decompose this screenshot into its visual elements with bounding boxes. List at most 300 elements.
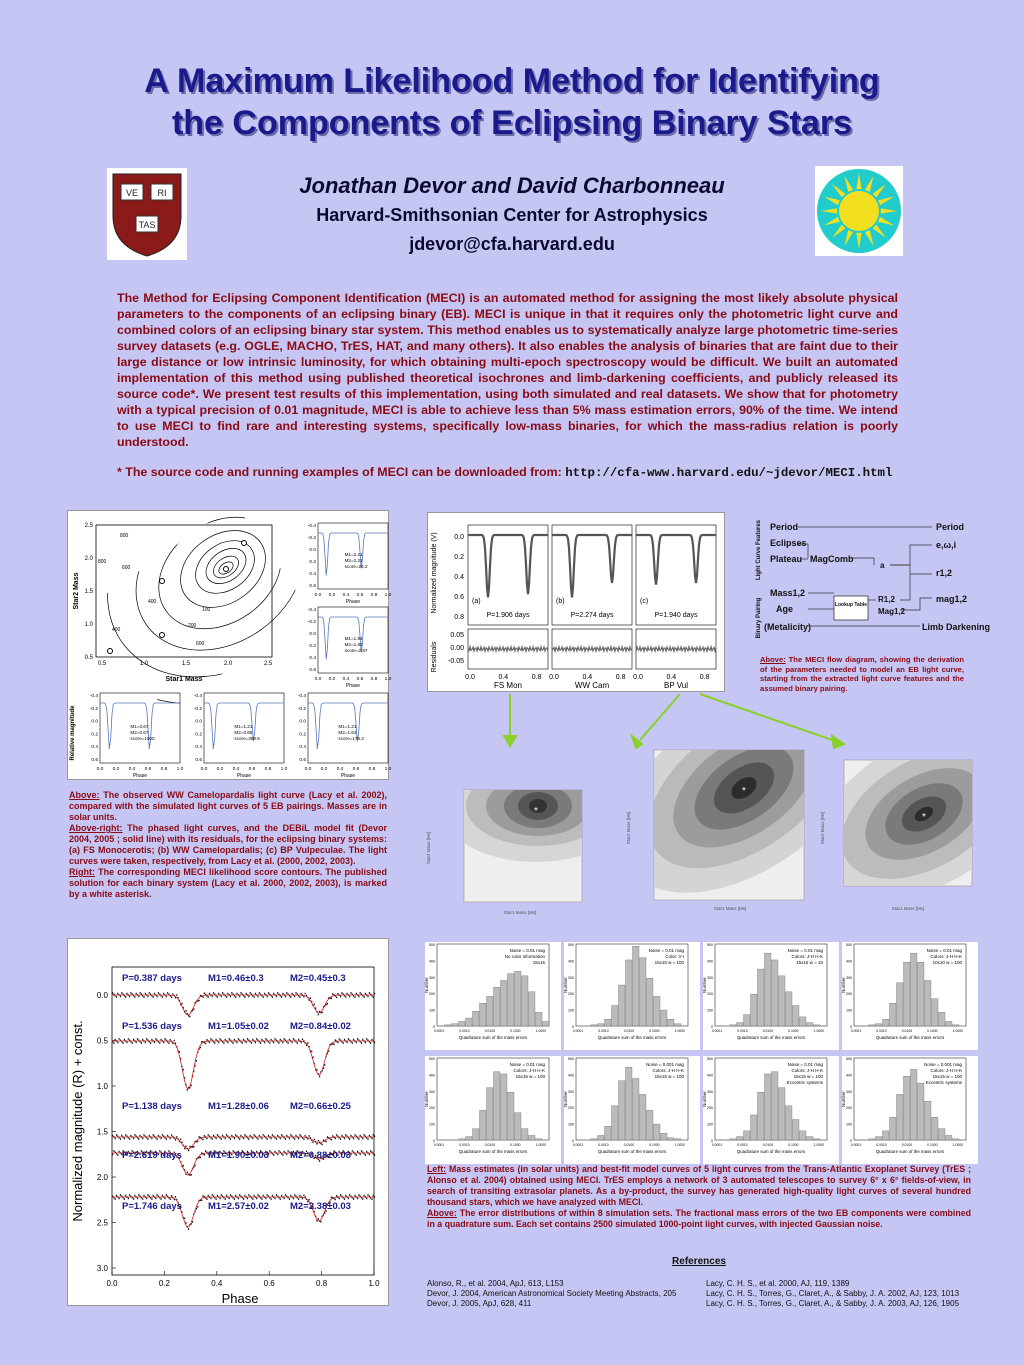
histograms-xticks-1: 0.0010 <box>598 1143 609 1147</box>
source-code-link[interactable]: http://cfa-www.harvard.edu/~jdevor/MECI.html <box>565 466 893 480</box>
references-right-1: Lacy, C. H. S., Torres, G., Claret, A., & Sabby, J. A. 2002, AJ, 123, 1013 <box>706 1289 960 1298</box>
histograms-yticks-0: 500 <box>429 1057 435 1061</box>
references-right-2: Lacy, C. H. S., Torres, G., Claret, A., & Sabby, J. A. 2003, AJ, 126, 1905 <box>706 1299 960 1308</box>
caption_left-above_label: Above: <box>69 790 100 800</box>
histograms-xticks-3: 0.1000 <box>927 1143 938 1147</box>
lightcurve_panel-systems-0-tag: (a) <box>472 598 481 605</box>
histograms-xlabel: Quadrature sum of the mass errors <box>458 1035 528 1040</box>
histogram-bar <box>508 1092 515 1140</box>
lightcurve_panel-systems-1-tag: (b) <box>556 598 565 605</box>
contour_panel-small_plots-1-label1: M1=1.94 <box>344 636 363 641</box>
histogram-bar <box>876 1137 883 1140</box>
contour_panel-mag_ticks-0: -0.4 <box>307 608 316 613</box>
contour_panel-phase_ticks-0: 0.0 <box>314 593 322 598</box>
tres_panel-curves-3-m1: M1=1.90±0.03 <box>208 1150 269 1161</box>
map1-ylabel: Star2 Mass [Ms] <box>426 831 431 865</box>
histograms-yticks-4: 100 <box>568 1008 574 1013</box>
tres_panel-curves-1-m1: M1=1.05±0.02 <box>208 1021 269 1032</box>
contour_panel-contour_labels-7: 800 <box>98 559 107 565</box>
histogram-4 <box>424 1056 561 1164</box>
contour_panel-yticks-0: 2.5 <box>84 523 93 529</box>
histogram-bar <box>466 1018 473 1026</box>
contour-map-wwcam <box>620 748 820 918</box>
contour_panel-mag_ticks-0: -0.4 <box>307 524 316 529</box>
histograms-xticks-4: 1.0000 <box>535 1143 547 1147</box>
histograms-xticks-0: 0.0001 <box>433 1029 445 1033</box>
histograms-ylabel: Number <box>424 977 429 993</box>
histograms-yticks-0: 500 <box>568 1057 574 1061</box>
affiliation: Harvard-Smithsonian Center for Astrophysics <box>316 205 708 225</box>
histograms-panels-5-l2: Colors: J-H H-K <box>652 1068 684 1073</box>
histogram-bar <box>800 1131 807 1140</box>
histograms-xticks-4: 1.0000 <box>952 1143 964 1147</box>
histogram-bar <box>536 1012 543 1026</box>
histograms-yticks-4: 100 <box>846 1122 852 1127</box>
lightcurve_panel-resid_ticks-2: -0.05 <box>448 658 464 665</box>
histograms-yticks-2: 300 <box>707 1089 713 1094</box>
histogram-bar <box>473 1011 480 1026</box>
histograms-yticks-5: 0 <box>711 1139 713 1143</box>
contour_panel-small_plots-3-label1: M1=1.21 <box>234 724 253 729</box>
contour_panel-mag_ticks-1: -0.2 <box>307 536 316 541</box>
histogram-bar <box>737 1023 744 1026</box>
histograms-panels-3-l3: 10x10 w = 100 <box>932 960 962 965</box>
contour_panel-phase_ticks-1: 0.2 <box>216 767 224 772</box>
contour_panel-phase_ticks-0: 0.0 <box>304 767 312 772</box>
caption_bottom-left_text: Mass estimates (in solar units) and best-fit model curves of 5 light curves from the Trans-Atlantic Exoplanet Survey (TrES ; Alonso et al. 2004) obtained using MECI. TrES employs a network of 3 automated telescopes to survey 6° x 6° fields-of-view, in search of transiting extrasolar planets. As a by-product, the survey has generated high-quality light curves of several hundred thousand stars, which we have analyzed with MECI. <box>427 1164 971 1207</box>
histograms-yticks-3: 200 <box>429 1106 435 1111</box>
contour_panel-mag_ticks-2: 0.0 <box>309 548 316 553</box>
histogram-bar <box>869 1139 876 1140</box>
histograms-panels-6-l1: Noise = 0.01 mag <box>787 1062 823 1067</box>
histogram-bar <box>807 1137 814 1140</box>
flow-group-pairing: Binary Pairing <box>756 597 762 639</box>
lightcurve_panel-xticks-1: 0.4 <box>498 674 509 681</box>
references-heading: References <box>672 1256 726 1267</box>
caption_bottom-above_label: Above: <box>427 1208 457 1218</box>
contour_panel-mag_ticks-4: 0.4 <box>91 745 98 751</box>
histogram-bar <box>814 1025 821 1026</box>
contour_panel-phase_ticks-2: 0.4 <box>342 593 350 598</box>
histograms-panels-6-l2: Colors: J-H H-K <box>791 1068 823 1073</box>
histogram-bar <box>786 1106 793 1140</box>
contour_panel-small_plots-2-label3: score=1000 <box>130 736 155 741</box>
histograms-xlabel: Quadrature sum of the mass errors <box>458 1149 528 1154</box>
sao-sun-logo <box>815 166 903 256</box>
map3-ylabel: Star2 Mass [Ms] <box>820 811 825 845</box>
histogram-bar <box>800 1017 807 1026</box>
histograms-xticks-3: 0.1000 <box>788 1029 799 1033</box>
contour_panel-phase_ticks-5: 1.0 <box>384 767 392 772</box>
histograms-yticks-5: 0 <box>850 1025 852 1029</box>
histogram-bar <box>605 1019 612 1026</box>
histogram-bar <box>939 1129 946 1140</box>
histograms-panels-0-l2: No color information <box>504 954 545 959</box>
histogram-5 <box>563 1056 700 1164</box>
histogram-bar <box>758 1092 765 1140</box>
histograms-xticks-4: 1.0000 <box>674 1143 686 1147</box>
title-line-2: the Components of Eclipsing Binary Stars <box>171 104 853 142</box>
histograms-yticks-2: 300 <box>846 1089 852 1094</box>
histograms-yticks-0: 500 <box>429 943 435 947</box>
contour_panel-phase_ticks-1: 0.2 <box>112 767 120 772</box>
contour_panel-phase_ticks-0: 0.0 <box>96 767 104 772</box>
histogram-bar <box>765 953 772 1026</box>
contour_panel-phase_ticks-2: 0.4 <box>128 767 136 772</box>
lightcurve_panel-yticks-0: 0.0 <box>454 534 464 541</box>
contour_panel-mag_ticks-3: 0.2 <box>299 732 306 738</box>
lightcurve_panel-yticks-3: 0.6 <box>454 594 464 601</box>
contour_panel-phase_ticks-3: 0.6 <box>352 767 360 772</box>
contour_panel-small_plots-4-label1: M1=1.21 <box>338 724 357 729</box>
flow-in-eclipses: Eclipses <box>770 538 807 548</box>
histogram-bar <box>626 960 633 1026</box>
tres_panel-curves-2-m2: M2=0.66±0.25 <box>290 1101 351 1112</box>
histogram-bar <box>494 1072 501 1140</box>
histograms-yticks-4: 100 <box>707 1122 713 1127</box>
histogram-2 <box>702 942 839 1050</box>
flow-mid-mag: Mag1,2 <box>878 607 906 616</box>
contour_panel-xticks-4: 2.5 <box>263 661 273 667</box>
map2-ylabel: Star2 Mass [Ms] <box>626 811 631 845</box>
histogram-bar <box>612 1006 619 1027</box>
histograms-ylabel: Number <box>424 1091 429 1107</box>
footnote-text: * The source code and running examples of MECI can be downloaded from: <box>117 465 562 479</box>
contour_panel-mag_ticks-5: 0.6 <box>309 668 316 673</box>
histograms-xticks-3: 0.1000 <box>649 1029 660 1033</box>
histograms-yticks-2: 300 <box>568 975 574 980</box>
histogram-bar <box>793 1120 800 1141</box>
contour_panel-xticks-2: 1.5 <box>181 661 191 667</box>
map2-xlabel: Star1 Mass [Ms] <box>713 906 747 911</box>
histogram-bar <box>459 1139 466 1140</box>
histogram-bar <box>487 1088 494 1140</box>
contour_panel-mag_ticks-1: -0.2 <box>297 706 306 712</box>
contour_panel-phase_label: Phase <box>345 683 361 689</box>
contour_panel-small_plots-0-label2: M2=2.21 <box>344 558 363 563</box>
histogram-bar <box>598 1135 605 1140</box>
title-line-1: A Maximum Likelihood Method for Identifying <box>144 62 880 100</box>
histograms-panels-4-l1: Noise = 0.01 mag <box>509 1062 545 1067</box>
contour_panel-mag_ticks-4: 0.4 <box>309 572 316 577</box>
flow-mid-r: R1,2 <box>878 595 895 604</box>
histogram-bar <box>640 958 647 1026</box>
author-block <box>200 172 824 258</box>
contour_panel-yticks-2: 1.5 <box>84 589 93 595</box>
histograms-yticks-5: 0 <box>433 1139 435 1143</box>
references-right <box>706 1279 986 1309</box>
histograms-yticks-3: 200 <box>429 992 435 997</box>
relmag-label: Relative magnitude <box>70 705 76 761</box>
histograms-ylabel: Number <box>841 1091 846 1107</box>
histogram-6 <box>702 1056 839 1164</box>
histograms-xlabel: Quadrature sum of the mass errors <box>875 1149 945 1154</box>
histograms-xticks-0: 0.0001 <box>711 1029 723 1033</box>
contour_panel-phase_ticks-0: 0.0 <box>200 767 208 772</box>
histogram-bar <box>529 1135 536 1140</box>
histogram-bar <box>529 992 536 1026</box>
histograms-yticks-1: 400 <box>429 959 435 964</box>
histogram-bar <box>619 985 626 1026</box>
histogram-bar <box>501 1074 508 1140</box>
histogram-bar <box>543 1021 550 1026</box>
histogram-bar <box>473 1129 480 1140</box>
email[interactable]: jdevor@cfa.harvard.edu <box>409 234 615 254</box>
histograms-xlabel: Quadrature sum of the mass errors <box>736 1035 806 1040</box>
tres_panel-curves-3-m2: M2=0.88±0.03 <box>290 1150 351 1161</box>
histogram-7 <box>841 1056 978 1164</box>
svg-text:*: * <box>534 806 538 817</box>
histogram-bar <box>591 1025 598 1026</box>
contour_panel-small_plots-1-label3: score=2.87 <box>344 648 368 653</box>
histogram-bar <box>911 1069 918 1140</box>
histograms-xticks-1: 0.0010 <box>737 1143 748 1147</box>
contour_panel-xticks-1: 1.0 <box>139 661 149 667</box>
histograms-yticks-4: 100 <box>846 1008 852 1013</box>
contour_panel-xticks-0: 0.5 <box>97 661 107 667</box>
lc-ylabel: Normalized magnitude (V) <box>431 532 438 614</box>
histogram-0 <box>424 942 561 1050</box>
caption_left-aboveright_label: Above-right: <box>69 823 123 833</box>
histogram-bar <box>946 1021 953 1026</box>
histogram-bar <box>647 978 654 1026</box>
histograms-yticks-2: 300 <box>707 975 713 980</box>
contour_panel-phase_ticks-2: 0.4 <box>232 767 240 772</box>
histograms-yticks-5: 0 <box>433 1025 435 1029</box>
histogram-bar <box>633 946 640 1026</box>
histograms-panels-2-l3: 15x15 w = 10 <box>796 960 823 965</box>
contour_panel-contour_labels-6: 400 <box>112 627 121 633</box>
histograms-xticks-3: 0.1000 <box>927 1029 938 1033</box>
contour_panel-phase_label: Phase <box>345 599 361 605</box>
histograms-xticks-4: 1.0000 <box>535 1029 547 1033</box>
histogram-bar <box>598 1024 605 1026</box>
caption-left <box>69 790 387 900</box>
histogram-bar <box>536 1139 543 1140</box>
histogram-grid <box>425 940 985 1155</box>
tres_panel-yticks-6: 3.0 <box>96 1264 108 1273</box>
histogram-bar <box>939 1012 946 1026</box>
contour_panel-contour_labels-1: 600 <box>122 565 131 571</box>
flow-group-lightcurve: Light Curve Features <box>756 519 762 581</box>
contour_panel-small_plots-2-label2: M2=0.67 <box>130 730 149 735</box>
flow-out-ewi: e,ω,i <box>936 540 957 550</box>
histogram-bar <box>494 987 501 1026</box>
histogram-bar <box>661 1010 668 1026</box>
histograms-yticks-0: 500 <box>707 943 713 947</box>
contour_panel-phase_ticks-0: 0.0 <box>314 677 322 682</box>
histogram-bar <box>779 976 786 1026</box>
histogram-bar <box>619 1081 626 1140</box>
histograms-xticks-2: 0.0100 <box>484 1029 496 1033</box>
histogram-1 <box>563 942 700 1050</box>
tres_panel-xticks-3: 0.6 <box>263 1279 275 1288</box>
histograms-yticks-1: 400 <box>568 1073 574 1078</box>
histogram-bar <box>605 1126 612 1140</box>
histograms-xticks-1: 0.0010 <box>876 1029 887 1033</box>
histogram-bar <box>772 960 779 1026</box>
contour_panel-mag_ticks-4: 0.4 <box>195 745 202 751</box>
histogram-bar <box>883 1019 890 1026</box>
contour_panel-phase_ticks-3: 0.6 <box>356 677 364 682</box>
tres_panel-xticks-5: 1.0 <box>368 1279 380 1288</box>
histogram-bar <box>751 994 758 1026</box>
histograms-ylabel: Number <box>563 977 568 993</box>
tres_panel-yticks-4: 2.0 <box>96 1173 108 1182</box>
histogram-bar <box>515 971 522 1026</box>
histograms-xticks-4: 1.0000 <box>813 1143 825 1147</box>
histograms-yticks-0: 500 <box>568 943 574 947</box>
contour_panel-phase_ticks-5: 1.0 <box>280 767 288 772</box>
lightcurve_panel-resid_ticks-0: 0.05 <box>450 632 464 639</box>
histograms-xticks-2: 0.0100 <box>762 1143 774 1147</box>
histograms-panels-7-l1: Noise = 0.001 mag <box>924 1062 962 1067</box>
histograms-panels-6-l4: Eccentric systems <box>786 1080 823 1085</box>
contour_panel-contour_labels-3: 200 <box>188 623 197 629</box>
histogram-bar <box>932 1117 939 1140</box>
histograms-yticks-3: 200 <box>846 992 852 997</box>
contour_panel-yticks-4: 0.5 <box>84 655 93 661</box>
contour_panel-mag_ticks-0: -0.4 <box>297 694 306 699</box>
contour_panel-phase_ticks-2: 0.4 <box>336 767 344 772</box>
references-left-1: Devor, J. 2004, American Astronomical Society Meeting Abstracts, 205 <box>427 1289 677 1298</box>
contour_panel-xticks-3: 2.0 <box>223 661 233 667</box>
tres_panel-xticks-0: 0.0 <box>106 1279 118 1288</box>
lightcurve_panel-systems-1-name: WW Cam <box>574 681 610 690</box>
histogram-bar <box>807 1023 814 1026</box>
tres_panel-yticks-0: 0.0 <box>96 991 108 1000</box>
histograms-yticks-0: 500 <box>846 1057 852 1061</box>
histogram-bar <box>730 1139 737 1140</box>
contour_panel-mag_ticks-2: 0.0 <box>91 719 98 725</box>
contour_panel-mag_ticks-2: 0.0 <box>309 632 316 637</box>
abstract: The Method for Eclipsing Component Identification (MECI) is an automated method for assigning the most likely absolute physical parameters to the components of an eclipsing binary (EB). MECI is unique in that it requires only the photometric light curve and combined colors of an eclipsing binary star system. This method enables us to systematically analyze large photometric time-series survey datasets (e.g. OGLE, MACHO, TrES, HAT, and many others). It also enables the analysis of binaries that are faint due to their large distance or low intrinsic luminosity, for which obtaining multi-epoch spectroscopy would be difficult. We built an automated implementation of this method using published theoretical isochrones and limb-darkening coefficients, and publicly released its source code*. We present test results of this implementation, using both simulated and real datasets. We show that for photometry with a typical precision of 0.01 magnitude, MECI is able to achieve less than 5% mass estimation errors, 90% of the time. We intend to use MECI to find rare and interesting systems, specifically low-mass binaries, for which the mass-radius relation is poorly understood. <box>117 291 898 449</box>
histogram-bar <box>890 1117 897 1140</box>
tres_panel-xticks-4: 0.8 <box>316 1279 328 1288</box>
flow-in-metal: (Metalicity) <box>764 622 812 632</box>
shield-text-tas: TAS <box>138 220 156 230</box>
contour_panel-mag_ticks-4: 0.4 <box>299 745 306 751</box>
histogram-bar <box>501 980 508 1026</box>
contour_panel-mag_ticks-2: 0.0 <box>195 719 202 725</box>
histograms-yticks-5: 0 <box>572 1139 574 1143</box>
shield-text-ve: VE <box>125 188 139 198</box>
contour_panel-small_plots-4-label3: score=179.3 <box>338 736 364 741</box>
histogram-bar <box>675 1139 682 1140</box>
histograms-panels-5-l3: 15x15 w = 100 <box>654 1074 684 1079</box>
contour-lightcurve-figure <box>67 510 392 780</box>
contour_panel-phase_ticks-1: 0.2 <box>320 767 328 772</box>
tres_panel-curves-0-p: P=0.387 days <box>122 973 182 984</box>
histograms-panels-3-l2: Colors: J-H H-K <box>930 954 962 959</box>
contour-ylabel: Star2 Mass <box>73 572 80 610</box>
histograms-yticks-5: 0 <box>572 1025 574 1029</box>
green-arrows <box>420 690 860 752</box>
histograms-xticks-2: 0.0100 <box>762 1029 774 1033</box>
contour_panel-contour_labels-5: 600 <box>196 641 205 647</box>
caption_left-right_label: Right: <box>69 867 95 877</box>
histograms-yticks-4: 100 <box>429 1122 435 1127</box>
contour_panel-mag_ticks-4: 0.4 <box>309 656 316 661</box>
contour_panel-contour_labels-4: 100 <box>202 607 211 613</box>
histogram-bar <box>612 1106 619 1140</box>
contour_panel-small_plots-2-label1: M1=0.67 <box>130 724 149 729</box>
tres-lightcurves-figure <box>67 938 389 1306</box>
flow-in-age: Age <box>776 604 794 614</box>
histogram-bar <box>466 1137 473 1140</box>
histograms-xticks-1: 0.0010 <box>459 1029 470 1033</box>
contour_panel-phase_ticks-4: 0.8 <box>160 767 168 772</box>
caption_left-above_text: The observed WW Camelopardalis light curve (Lacy et al. 2002), compared with the simulated light curves of 5 EB pairings. Masses are in solar units. <box>69 790 387 822</box>
histograms-yticks-3: 200 <box>707 1106 713 1111</box>
harvard-shield-logo <box>107 168 187 260</box>
histogram-bar <box>918 1083 925 1140</box>
contour_panel-mag_ticks-1: -0.2 <box>307 620 316 625</box>
histograms-panels-0-l3: 15x15 <box>532 960 545 965</box>
lightcurve_panel-systems-0-name: FS Mon <box>493 681 523 690</box>
flow-out-r: r1,2 <box>936 568 953 578</box>
histograms-xlabel: Quadrature sum of the mass errors <box>597 1149 667 1154</box>
svg-text:*: * <box>742 786 746 797</box>
histograms-yticks-1: 400 <box>846 1073 852 1078</box>
histogram-bar <box>953 1139 960 1140</box>
tres_panel-xticks-2: 0.4 <box>211 1279 223 1288</box>
contour_panel-contour_labels-0: 800 <box>120 533 129 539</box>
histogram-bar <box>452 1024 459 1026</box>
contour_panel-mag_ticks-1: -0.2 <box>89 706 98 712</box>
histograms-yticks-1: 400 <box>568 959 574 964</box>
tres_panel-curves-2-m1: M1=1.28±0.06 <box>208 1101 269 1112</box>
histograms-xticks-4: 1.0000 <box>813 1029 825 1033</box>
histograms-xticks-3: 0.1000 <box>510 1143 521 1147</box>
contour_panel-mag_ticks-5: 0.6 <box>195 758 202 763</box>
contour_panel-small_plots-1-label2: M2=1.83 <box>344 642 363 647</box>
histogram-bar <box>744 1015 751 1026</box>
histograms-xticks-2: 0.0100 <box>623 1029 635 1033</box>
contour_panel-contour_labels-2: 400 <box>148 599 157 605</box>
lightcurve_panel-xticks-0: 0.0 <box>465 674 475 681</box>
contour_panel-mag_ticks-5: 0.6 <box>299 758 306 763</box>
histograms-yticks-3: 200 <box>846 1106 852 1111</box>
poster-title <box>0 60 1024 144</box>
histogram-bar <box>445 1025 452 1026</box>
histogram-bar <box>786 992 793 1026</box>
contour_panel-mag_ticks-3: 0.2 <box>195 732 202 738</box>
histograms-xticks-0: 0.0001 <box>850 1029 862 1033</box>
histograms-xticks-2: 0.0100 <box>484 1143 496 1147</box>
contour_panel-small_plots-0-label1: M1=2.21 <box>344 552 363 557</box>
tres_panel-curves-0-m2: M2=0.45±0.3 <box>290 973 346 984</box>
caption_left-right_text: The corresponding MECI likelihood score contours. The published solution for each binary system (Lacy et al. 2000, 2002, 2003), is marked by a white asterisk. <box>69 867 387 899</box>
authors: Jonathan Devor and David Charbonneau <box>299 173 725 198</box>
histograms-ylabel: Number <box>702 977 707 993</box>
histogram-bar <box>480 1003 487 1026</box>
observed-lightcurves-figure <box>427 512 725 692</box>
histogram-bar <box>522 976 529 1026</box>
map1-xlabel: Star1 Mass [Ms] <box>503 910 537 915</box>
histograms-panels-7-l2: Colors: J-H H-K <box>930 1068 962 1073</box>
histogram-bar <box>647 1110 654 1140</box>
histograms-panels-7-l4: Eccentric systems <box>925 1080 962 1085</box>
flow-lookup: Lookup Table <box>834 602 868 608</box>
contour_panel-mag_ticks-5: 0.6 <box>309 584 316 589</box>
contour_panel-mag_ticks-3: 0.2 <box>91 732 98 738</box>
histogram-bar <box>925 980 932 1026</box>
histograms-yticks-3: 200 <box>568 1106 574 1111</box>
histograms-yticks-1: 400 <box>429 1073 435 1078</box>
histograms-xticks-1: 0.0010 <box>737 1029 748 1033</box>
histogram-bar <box>480 1110 487 1140</box>
